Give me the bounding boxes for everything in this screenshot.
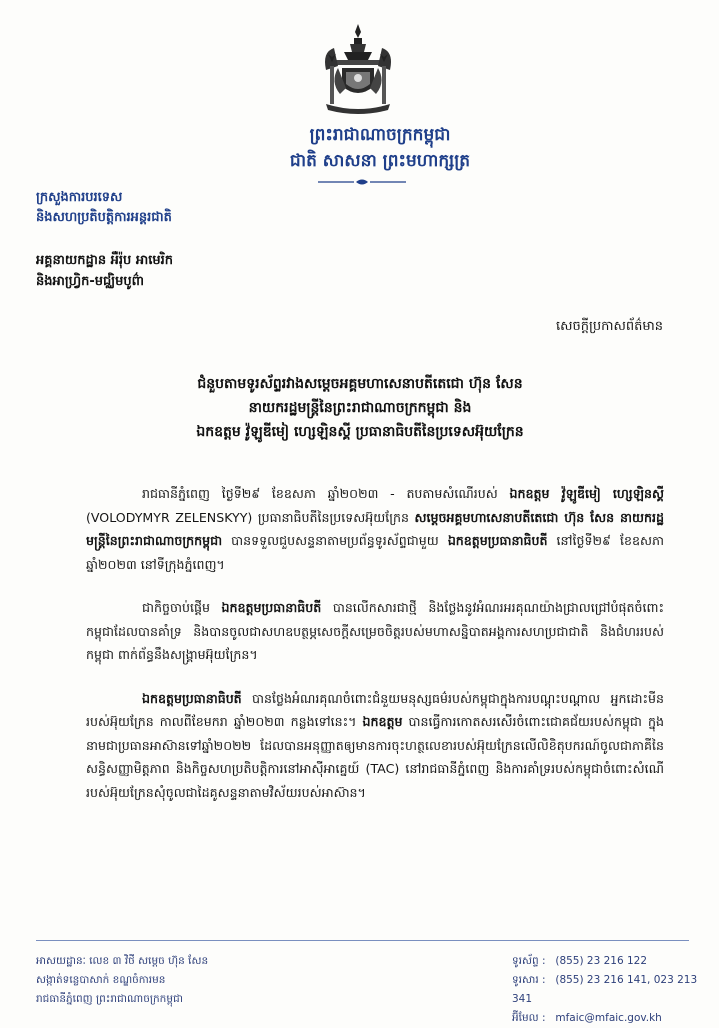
p2-text-c: បានលើកសារជាថ្មី និងថ្លែងនូវអំណរអរគុណយ៉ាងជ្រាលជ្រៅបំផុតចំពោះកម្ពុជាដែលបានគាំទ្រ និងបានចូលជាសហឧបត្ថម្ភសេចក្តីសម្រេចចិត្តរបស់មហាសន្និបាតអង្គការសហប្រជាជាតិ និងជំហររបស់កម្ពុជា ពាក់ព័ន្ធនឹងសង្គ្រាមអ៊ុយក្រែន។ [86, 600, 664, 662]
p1-bold-b: ឯកឧត្តម វ៉ូឡូឌីមៀ ហ្សេឡិនស្គី [509, 486, 665, 501]
ornament-divider-icon [316, 178, 408, 186]
footer-contacts [512, 952, 719, 1028]
royal-coat-of-arms-icon [316, 22, 400, 114]
document-body [86, 482, 664, 824]
p1-text-c: (VOLODYMYR ZELENSKYY) ប្រធានាធិបតីនៃប្រទេសអ៊ុយក្រែន [86, 509, 415, 525]
p1-text-g: នៅថ្ងៃទី២៩ ខែឧសភា ឆ្នាំ២០២៣ នៅទីក្រុងភ្នំពេញ។ [86, 533, 664, 572]
p2-bold-b: ឯកឧត្តមប្រធានាធិបតី [221, 600, 322, 615]
p3-text-b: បានថ្លែងអំណរគុណចំពោះជំនួយមនុស្សធម៌របស់កម្ពុជាក្នុងការបណ្តុះបណ្តាល អ្នកដោះមីនរបស់អ៊ុយក្រែន កាលពីខែមករា ឆ្នាំ២០២៣ កន្លងទៅនេះ។ [86, 690, 664, 729]
fax-value: (855) 23 216 141, 023 213 341 [512, 974, 698, 1005]
email-label: អ៊ីមែល : [512, 1012, 546, 1024]
phone-value: (855) 23 216 122 [555, 955, 648, 967]
p3-bold-a: ឯកឧត្តមប្រធានាធិបតី [142, 690, 242, 706]
department-line-2: និងអាហ្វ្រិក-មជ្ឈិមបូព៌ា [36, 274, 145, 289]
ministry-line-2: និងសហប្រតិបត្តិការអន្តរជាតិ [36, 210, 172, 225]
p1-bold-d: សម្តេចអគ្គមហាសេនាបតីតេជោ ហ៊ុន សែន នាយករដ្ឋមន្ត្រីនៃព្រះរាជាណាចក្រកម្ពុជា [86, 509, 664, 548]
p3-bold-c: ឯកឧត្តម [362, 714, 403, 729]
press-release-label: សេចក្តីប្រកាសព័ត៌មាន [555, 319, 663, 334]
address-line-2: សង្កាត់ទន្លេបាសាក់ ខណ្ឌចំការមន [36, 974, 166, 986]
fax-row [512, 971, 719, 1009]
phone-row [512, 952, 719, 971]
title-line-1: ជំនួបតាមទូរស័ព្ទរវាងសម្តេចអគ្គមហាសេនាបតីតេជោ ហ៊ុន សែន [197, 376, 523, 392]
ministry-name [36, 188, 172, 228]
address-line-1: អាសយដ្ឋានៈ លេខ ៣ វិថី សម្តេច ហ៊ុន សែន [36, 955, 209, 967]
footer-divider [36, 940, 689, 941]
kingdom-heading [260, 122, 500, 174]
email-row [512, 1009, 719, 1028]
phone-label: ទូរស័ព្ទ : [512, 955, 546, 967]
title-line-2: នាយករដ្ឋមន្ត្រីនៃព្រះរាជាណាចក្រកម្ពុជា និង [248, 400, 472, 416]
p1-bold-f: ឯកឧត្តមប្រធានាធិបតី [447, 533, 548, 548]
title-line-3: ឯកឧត្តម វ៉ូឡូឌីមៀ ហ្សេឡិនស្គី ប្រធានាធិបតីនៃប្រទេសអ៊ុយក្រែន [196, 424, 524, 440]
kingdom-line-1: ព្រះរាជាណាចក្រកម្ពុជា [309, 125, 451, 145]
email-value[interactable]: mfaic@mfaic.gov.kh [555, 1012, 662, 1024]
p1-text-a: រាជធានីភ្នំពេញ ថ្ងៃទី២៩ ខែឧសភា ឆ្នាំ២០២៣ - តបតាមសំណើរបស់ [142, 486, 510, 501]
p3-text-d: បានធ្វើការកោតសរសើរចំពោះជោគជ័យរបស់កម្ពុជា ក្នុងនាមជាប្រធានអាស៊ានទៅឆ្នាំ២០២២ ដែលបានអនុញ្ញាតឲ្យមានការចុះហត្ថលេខារបស់អ៊ុយក្រែនលើលិខិតុបករណ៍ចូលជាភាគីនៃសន្ធិសញ្ញាមិត្តភាព និងកិច្ចសហប្រតិបត្តិការនៅអាស៊ីអាគ្នេយ៍ (TAC) នៅរាជធានីភ្នំពេញ និងការគាំទ្ររបស់កម្ពុជាចំពោះសំណើរបស់អ៊ុយក្រែនសុំចូលជាដៃគូសន្ទនាតាមវិស័យរបស់អាស៊ាន។ [86, 714, 664, 800]
p2-text-a: ជាកិច្ចចាប់ផ្តើម [142, 600, 222, 615]
address-line-3: រាជធានីភ្នំពេញ ព្រះរាជាណាចក្រកម្ពុជា [36, 993, 183, 1005]
paragraph-3 [86, 687, 664, 805]
department-line-1: អគ្គនាយកដ្ឋាន អឺរ៉ុប អាមេរិក [36, 253, 173, 268]
department-name [36, 250, 173, 292]
paragraph-2 [86, 596, 664, 667]
p1-text-e: បានទទួលជួបសន្ទនាតាមប្រព័ន្ធទូរស័ព្ទជាមួយ [222, 533, 448, 548]
ministry-line-1: ក្រសួងការបរទេស [36, 190, 123, 205]
document-title [80, 372, 640, 444]
fax-label: ទូរសារ : [512, 974, 546, 986]
paragraph-1 [86, 482, 664, 576]
footer-address [36, 952, 208, 1009]
kingdom-motto: ជាតិ សាសនា ព្រះមហាក្សត្រ [289, 151, 471, 171]
